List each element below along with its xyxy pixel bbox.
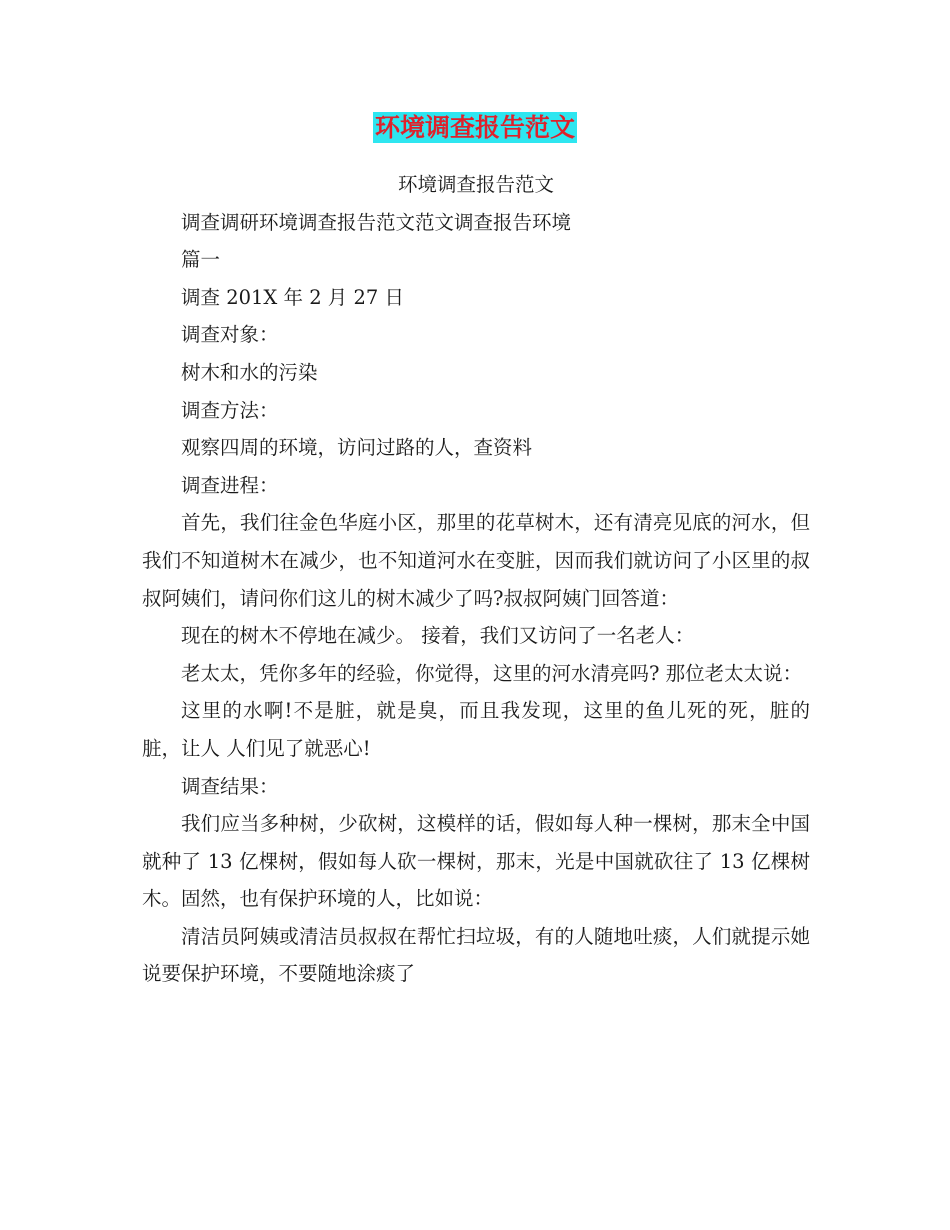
process-paragraph: 首先，我们往金色华庭小区，那里的花草树木，还有清亮见底的河水，但我们不知道树木在减少，也不知道河水在变脏，因而我们就访问了小区里的叔叔阿姨们，请问你们这儿的树木减少了吗?叔叔阿姨门回答道：	[142, 511, 810, 610]
date-line: 调查 201X 年 2 月 27 日	[181, 285, 405, 309]
section-heading: 篇一	[181, 248, 221, 272]
result-paragraph: 我们应当多种树，少砍树，这模样的话，假如每人种一棵树，那末全中国就种了 13 亿棵树，假如每人砍一棵树，那末，光是中国就砍往了 13 亿棵树木。固然，也有保护环境的人，比如说：	[142, 812, 810, 911]
process-label: 调查进程：	[181, 473, 279, 497]
result-label: 调查结果：	[181, 774, 279, 798]
result-paragraph: 清洁员阿姨或清洁员叔叔在帮忙扫垃圾，有的人随地吐痰，人们就提示她说要保护环境，不要随地涂痰了	[142, 924, 810, 986]
document-body	[142, 166, 810, 993]
method-value: 观察四周的环境，访问过路的人，查资料	[181, 436, 533, 460]
process-paragraph: 这里的水啊!不是脏，就是臭，而且我发现，这里的鱼儿死的死，脏的脏，让人 人们见了就恶心!	[142, 699, 810, 760]
process-paragraph: 现在的树木不停地在减少。 接着，我们又访问了一名老人：	[181, 624, 695, 648]
document-title	[0, 112, 950, 144]
object-label: 调查对象：	[181, 323, 279, 347]
document-tags: 调查调研环境调查报告范文范文调查报告环境	[181, 210, 572, 234]
object-value: 树木和水的污染	[181, 360, 318, 384]
document-subtitle: 环境调查报告范文	[397, 173, 554, 196]
method-label: 调查方法：	[181, 398, 279, 422]
process-paragraph: 老太太，凭你多年的经验，你觉得，这里的河水清亮吗? 那位老太太说：	[181, 661, 803, 685]
document-title-text: 环境调查报告范文	[374, 113, 575, 142]
